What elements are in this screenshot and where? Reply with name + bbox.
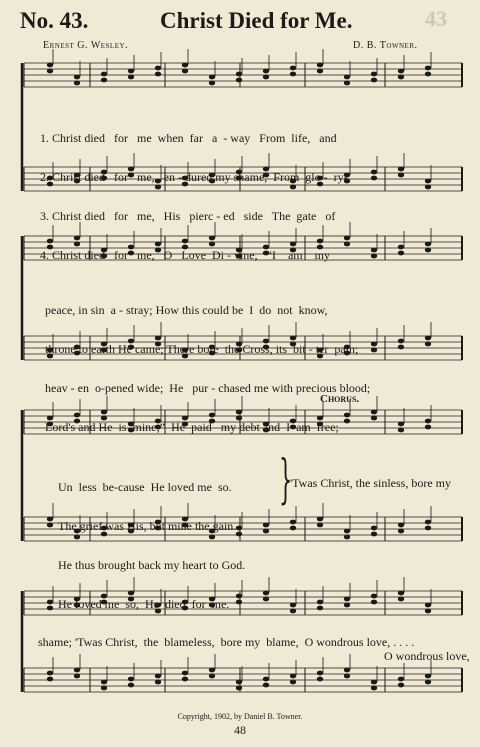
system4-lyrics: shame; 'Twas Christ, the blameless, bore my blame, O wondrous love, . . . .	[38, 635, 415, 649]
note-head	[371, 686, 377, 691]
note-head	[47, 671, 53, 676]
note-head	[425, 336, 431, 341]
note-head	[398, 69, 404, 74]
composer-credit: D. B. Towner.	[353, 40, 418, 51]
note-head	[425, 185, 431, 190]
note-head	[236, 78, 242, 83]
note-head	[425, 72, 431, 77]
note-head	[344, 529, 350, 534]
note-head	[128, 69, 134, 74]
note-head	[371, 526, 377, 531]
note-head	[182, 63, 188, 68]
lyricist-credit: Ernest G. Wesley.	[43, 40, 129, 51]
note-head	[371, 680, 377, 685]
note-head	[425, 609, 431, 614]
system2-lyrics	[45, 278, 370, 447]
note-head	[209, 674, 215, 679]
note-head	[398, 523, 404, 528]
chorus-line-3: He thus brought back my heart to God.	[58, 558, 246, 572]
note-head	[371, 532, 377, 537]
note-head	[128, 75, 134, 80]
system2-line-4: Lord's and He is mine;” He paid my debt and I am free;	[45, 420, 339, 434]
note-head	[47, 69, 53, 74]
note-head	[317, 671, 323, 676]
note-head	[263, 523, 269, 528]
note-head	[425, 674, 431, 679]
note-head	[371, 170, 377, 175]
note-head	[290, 66, 296, 71]
note-head	[209, 668, 215, 673]
note-head	[47, 606, 53, 611]
note-head	[263, 683, 269, 688]
note-head	[290, 680, 296, 685]
note-head	[290, 526, 296, 531]
note-head	[101, 680, 107, 685]
note-head	[317, 677, 323, 682]
system2-line-2: throne to earth He came; There bore the Cross, its bit - ter pain;	[45, 342, 359, 356]
verse-line-4: 4. Christ died for me, O Love Di - vine, “I am my	[40, 248, 330, 262]
note-head	[344, 535, 350, 540]
note-head	[398, 683, 404, 688]
note-head	[344, 674, 350, 679]
verse-line-2: 2. Christ died for me, en - dured my shame, From glo - ry-	[40, 170, 348, 184]
copyright-notice: Copyright, 1902, by Daniel B. Towner.	[177, 712, 303, 721]
note-head	[344, 603, 350, 608]
note-head	[155, 66, 161, 71]
note-head	[236, 72, 242, 77]
note-head	[425, 425, 431, 430]
note-head	[263, 591, 269, 596]
note-head	[371, 72, 377, 77]
note-head	[263, 597, 269, 602]
note-head	[425, 179, 431, 184]
note-head	[47, 517, 53, 522]
note-head	[371, 78, 377, 83]
note-head	[290, 609, 296, 614]
note-head	[371, 416, 377, 421]
note-head	[371, 410, 377, 415]
note-head	[371, 594, 377, 599]
note-head	[398, 677, 404, 682]
chorus-line-4: He loved me so, He died for me.	[58, 597, 230, 611]
hymn-title: Christ Died for Me.	[160, 8, 353, 33]
note-head	[155, 680, 161, 685]
note-head	[236, 686, 242, 691]
note-head	[398, 339, 404, 344]
note-head	[74, 668, 80, 673]
note-head	[371, 176, 377, 181]
note-head	[425, 242, 431, 247]
note-head	[182, 671, 188, 676]
verse-lyrics	[40, 106, 348, 275]
note-head	[236, 680, 242, 685]
note-head	[398, 597, 404, 602]
chorus-line-1: Un less be-cause He loved me so.	[58, 480, 232, 494]
note-head	[74, 75, 80, 80]
chorus-refrain-line: 'Twas Christ, the sinless, bore my	[290, 476, 451, 490]
note-head	[74, 674, 80, 679]
note-head	[317, 69, 323, 74]
note-head	[74, 81, 80, 86]
note-head	[398, 75, 404, 80]
system2-line-1: peace, in sin a - stray; How this could be I do not know,	[45, 303, 328, 317]
chorus-lyrics	[58, 455, 245, 624]
note-head	[182, 69, 188, 74]
system2-line-3: heav - en o-pened wide; He pur - chased me with precious blood;	[45, 381, 371, 395]
note-head	[101, 72, 107, 77]
note-head	[398, 345, 404, 350]
note-head	[263, 69, 269, 74]
note-head	[398, 591, 404, 596]
system4-lyrics-alt: O wondrous love,	[384, 649, 470, 663]
note-head	[317, 606, 323, 611]
chorus-brace: }	[279, 450, 293, 510]
note-head	[155, 72, 161, 77]
note-head	[209, 81, 215, 86]
note-head	[317, 517, 323, 522]
verse-line-1: 1. Christ died for me when far a - way From life, and	[40, 131, 337, 145]
note-head	[47, 677, 53, 682]
note-head	[425, 680, 431, 685]
note-head	[317, 600, 323, 605]
note-head	[263, 677, 269, 682]
page-number: 48	[234, 723, 246, 737]
hymn-number: No. 43.	[20, 8, 89, 33]
note-head	[47, 523, 53, 528]
note-head	[398, 251, 404, 256]
note-head	[263, 75, 269, 80]
note-head	[398, 529, 404, 534]
note-head	[398, 428, 404, 433]
note-head	[398, 167, 404, 172]
note-head	[290, 72, 296, 77]
note-head	[425, 248, 431, 253]
note-head	[344, 81, 350, 86]
note-head	[371, 342, 377, 347]
note-head	[344, 597, 350, 602]
note-head	[209, 75, 215, 80]
note-head	[290, 603, 296, 608]
note-head	[425, 526, 431, 531]
note-head	[398, 245, 404, 250]
chorus-label: Chorus.	[320, 393, 360, 405]
note-head	[128, 683, 134, 688]
note-head	[398, 422, 404, 427]
verse-line-3: 3. Christ died for me, His pierc - ed side The gate of	[40, 209, 336, 223]
note-head	[371, 348, 377, 353]
note-head	[425, 419, 431, 424]
note-head	[47, 63, 53, 68]
note-head	[425, 342, 431, 347]
note-head	[425, 520, 431, 525]
note-head	[290, 520, 296, 525]
note-head	[101, 78, 107, 83]
note-head	[317, 63, 323, 68]
note-head	[344, 668, 350, 673]
note-head	[128, 677, 134, 682]
note-head	[317, 523, 323, 528]
chorus-line-2: The grief was His, but mine the gain.	[58, 519, 237, 533]
note-head	[371, 248, 377, 253]
note-head	[155, 674, 161, 679]
note-head	[398, 173, 404, 178]
note-head	[344, 75, 350, 80]
corner-number: 43	[425, 6, 447, 31]
note-head	[290, 674, 296, 679]
note-head	[47, 600, 53, 605]
note-head	[263, 529, 269, 534]
note-head	[371, 254, 377, 259]
note-head	[425, 603, 431, 608]
note-head	[371, 600, 377, 605]
note-head	[425, 66, 431, 71]
note-head	[182, 677, 188, 682]
note-head	[101, 686, 107, 691]
